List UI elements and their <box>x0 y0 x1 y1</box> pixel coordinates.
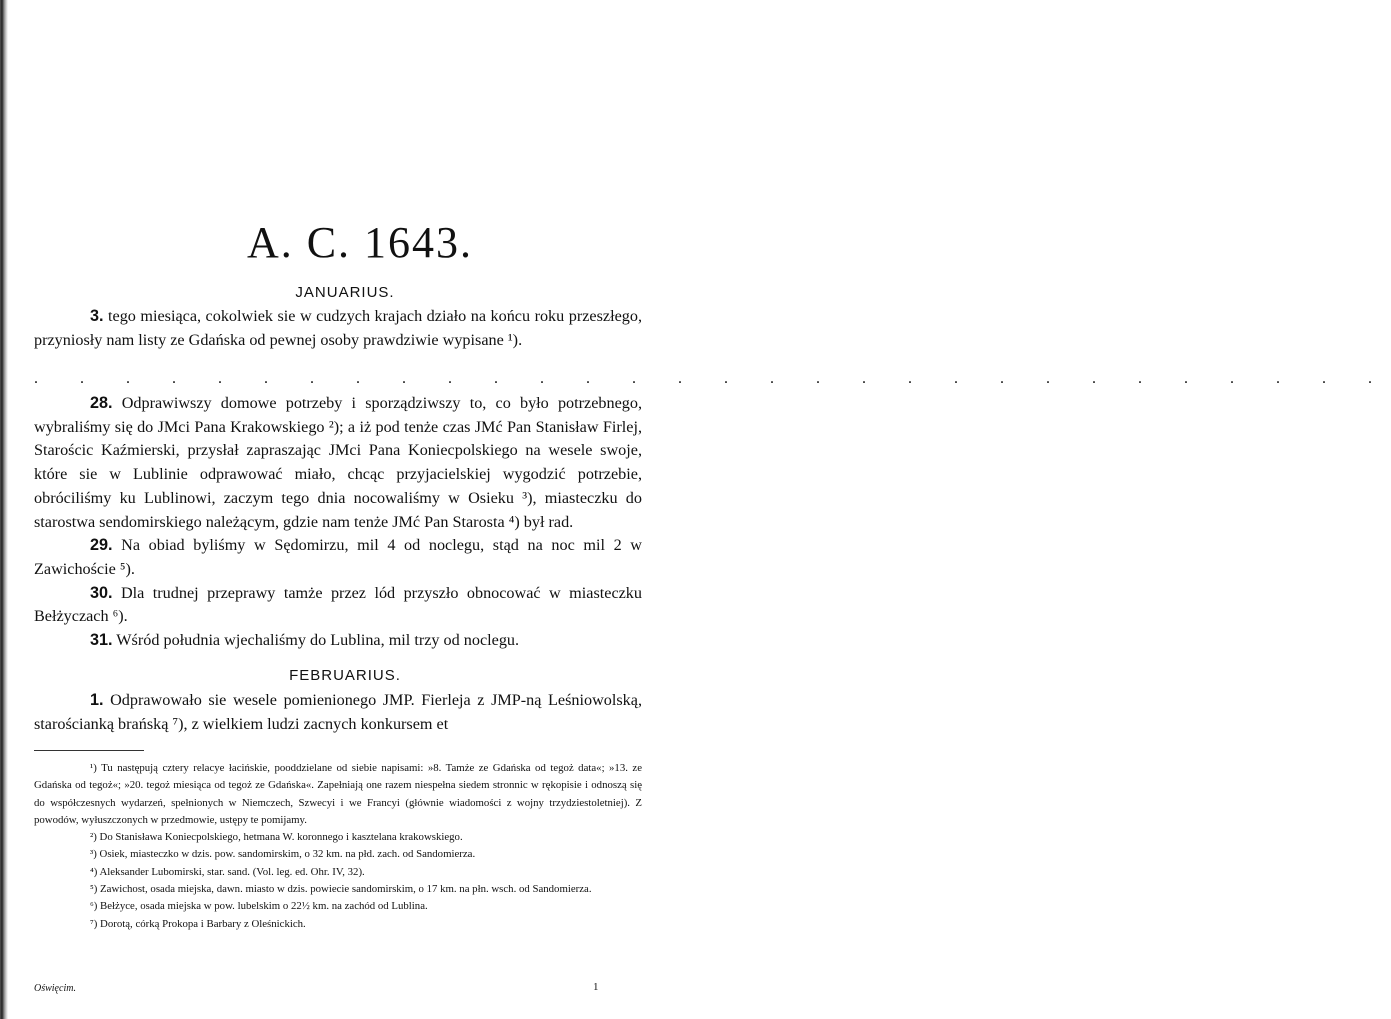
month-heading-januarius: JANUARIUS. <box>295 284 395 301</box>
footnote-3: ³) Osiek, miasteczko w dzis. pow. sandomirskim, o 32 km. na płd. zach. od Sandomierza. <box>90 848 476 861</box>
entries-january <box>34 392 642 653</box>
day-number: 30. <box>90 583 113 602</box>
day-number: 31. <box>90 631 113 650</box>
footnote-2: ²) Do Stanisława Koniecpolskiego, hetmana W. koronnego i kasztelana krakowskiego. <box>90 831 463 844</box>
entry-text: Na obiad byliśmy w Sędomirzu, mil 4 od noclegu, stąd na noc mil 2 w Zawichoście ⁵). <box>34 536 642 578</box>
footnote-4: ⁴) Aleksander Lubomirski, star. sand. (Vol. leg. ed. Ohr. IV, 32). <box>90 865 365 878</box>
entry-text: Dla trudnej przeprawy tamże przez lód przyszło obnocować w miasteczku Bełżyczach ⁶). <box>34 583 642 626</box>
book-spine-shadow <box>0 0 8 1019</box>
day-number: 28. <box>90 394 113 412</box>
entry-february-1 <box>34 689 642 736</box>
footnotes <box>34 760 642 933</box>
day-number: 1. <box>90 691 104 709</box>
entry-text: Odprawowało sie wesele pomienionego JMP. Fierleja z JMP-ną Leśniowolską, starościanką brańską ⁷), z wielkiem ludzi zacnych konkursem et <box>34 691 642 733</box>
entry-text: Wśród południa wjechaliśmy do Lublina, mil trzy od noclegu. <box>112 631 520 650</box>
month-heading-februarius: FEBRUARIUS. <box>289 667 401 684</box>
omission-dots: . . . . . . . . . . . . . . . . . . . . . . . . . . . . . . <box>34 370 1391 387</box>
footnote-6: ⁶) Bełżyce, osada miejska w pow. lubelskim o 22½ km. na zachód od Lublina. <box>90 900 428 913</box>
footnote-5: ⁵) Zawichost, osada miejska, dawn. miasto w dzis. powiecie sandomirskim, o 17 km. na płn. wsch. od Sandomierza. <box>90 883 592 896</box>
sheet-number: 1 <box>593 981 599 993</box>
signature-mark: Oświęcim. <box>34 983 76 994</box>
day-number: 3. <box>90 307 104 325</box>
footnote-7: ⁷) Dorotą, córką Prokopa i Barbary z Oleśnickich. <box>90 917 306 930</box>
footnote-rule <box>34 750 144 751</box>
entry-text: Odprawiwszy domowe potrzeby i sporządziwszy to, co było potrzebnego, wybraliśmy się do JMci Pana Krakowskiego ²); a iż pod tenże czas JMć Pan Stanisław Firlej, Starościc Kaźmierski, przysłał zapraszając JMci Pana Koniecpolskiego na wesele swoje, które sie w Lublinie odprawować miało, chcąc przyjacielskiej wygodzić potrzebie, obróciliśmy ku Lublinowi, zaczym tego dnia nocowaliśmy w Osieku ³), miasteczku do starostwa sendomirskiego należącym, gdzie nam tenże JMć Pan Starosta ⁴) był rad. <box>34 394 642 531</box>
entry-january-3 <box>34 305 642 352</box>
footnote-1: ¹) Tu następują cztery relacye łacińskie, pooddzielane od siebie napisami: »8. Tamże ze Gdańska od tegoż data«; »13. ze Gdańska od tegoż«; »20. tegoż miesiąca od tegoż ze Gdańska«. Zapełniają one razem niespełna siedem stronnic w rękopisie i odnoszą się do współczesnych wydarzeń, spełnionych w Niemczech, Szwecyi i we Francyi (głównie wiadomości z wojny trzydziestoletniej). Z powodów, wyłuszczonych w przedmowie, ustępy te pomijamy. <box>34 762 642 826</box>
day-number: 29. <box>90 536 113 555</box>
entry-text: tego miesiąca, cokolwiek sie w cudzych krajach działo na końcu roku przeszłego, przyniosły nam listy ze Gdańska od pewnej osoby prawdziwie wypisane ¹). <box>34 307 642 349</box>
page-title: A. C. 1643. <box>246 218 474 267</box>
